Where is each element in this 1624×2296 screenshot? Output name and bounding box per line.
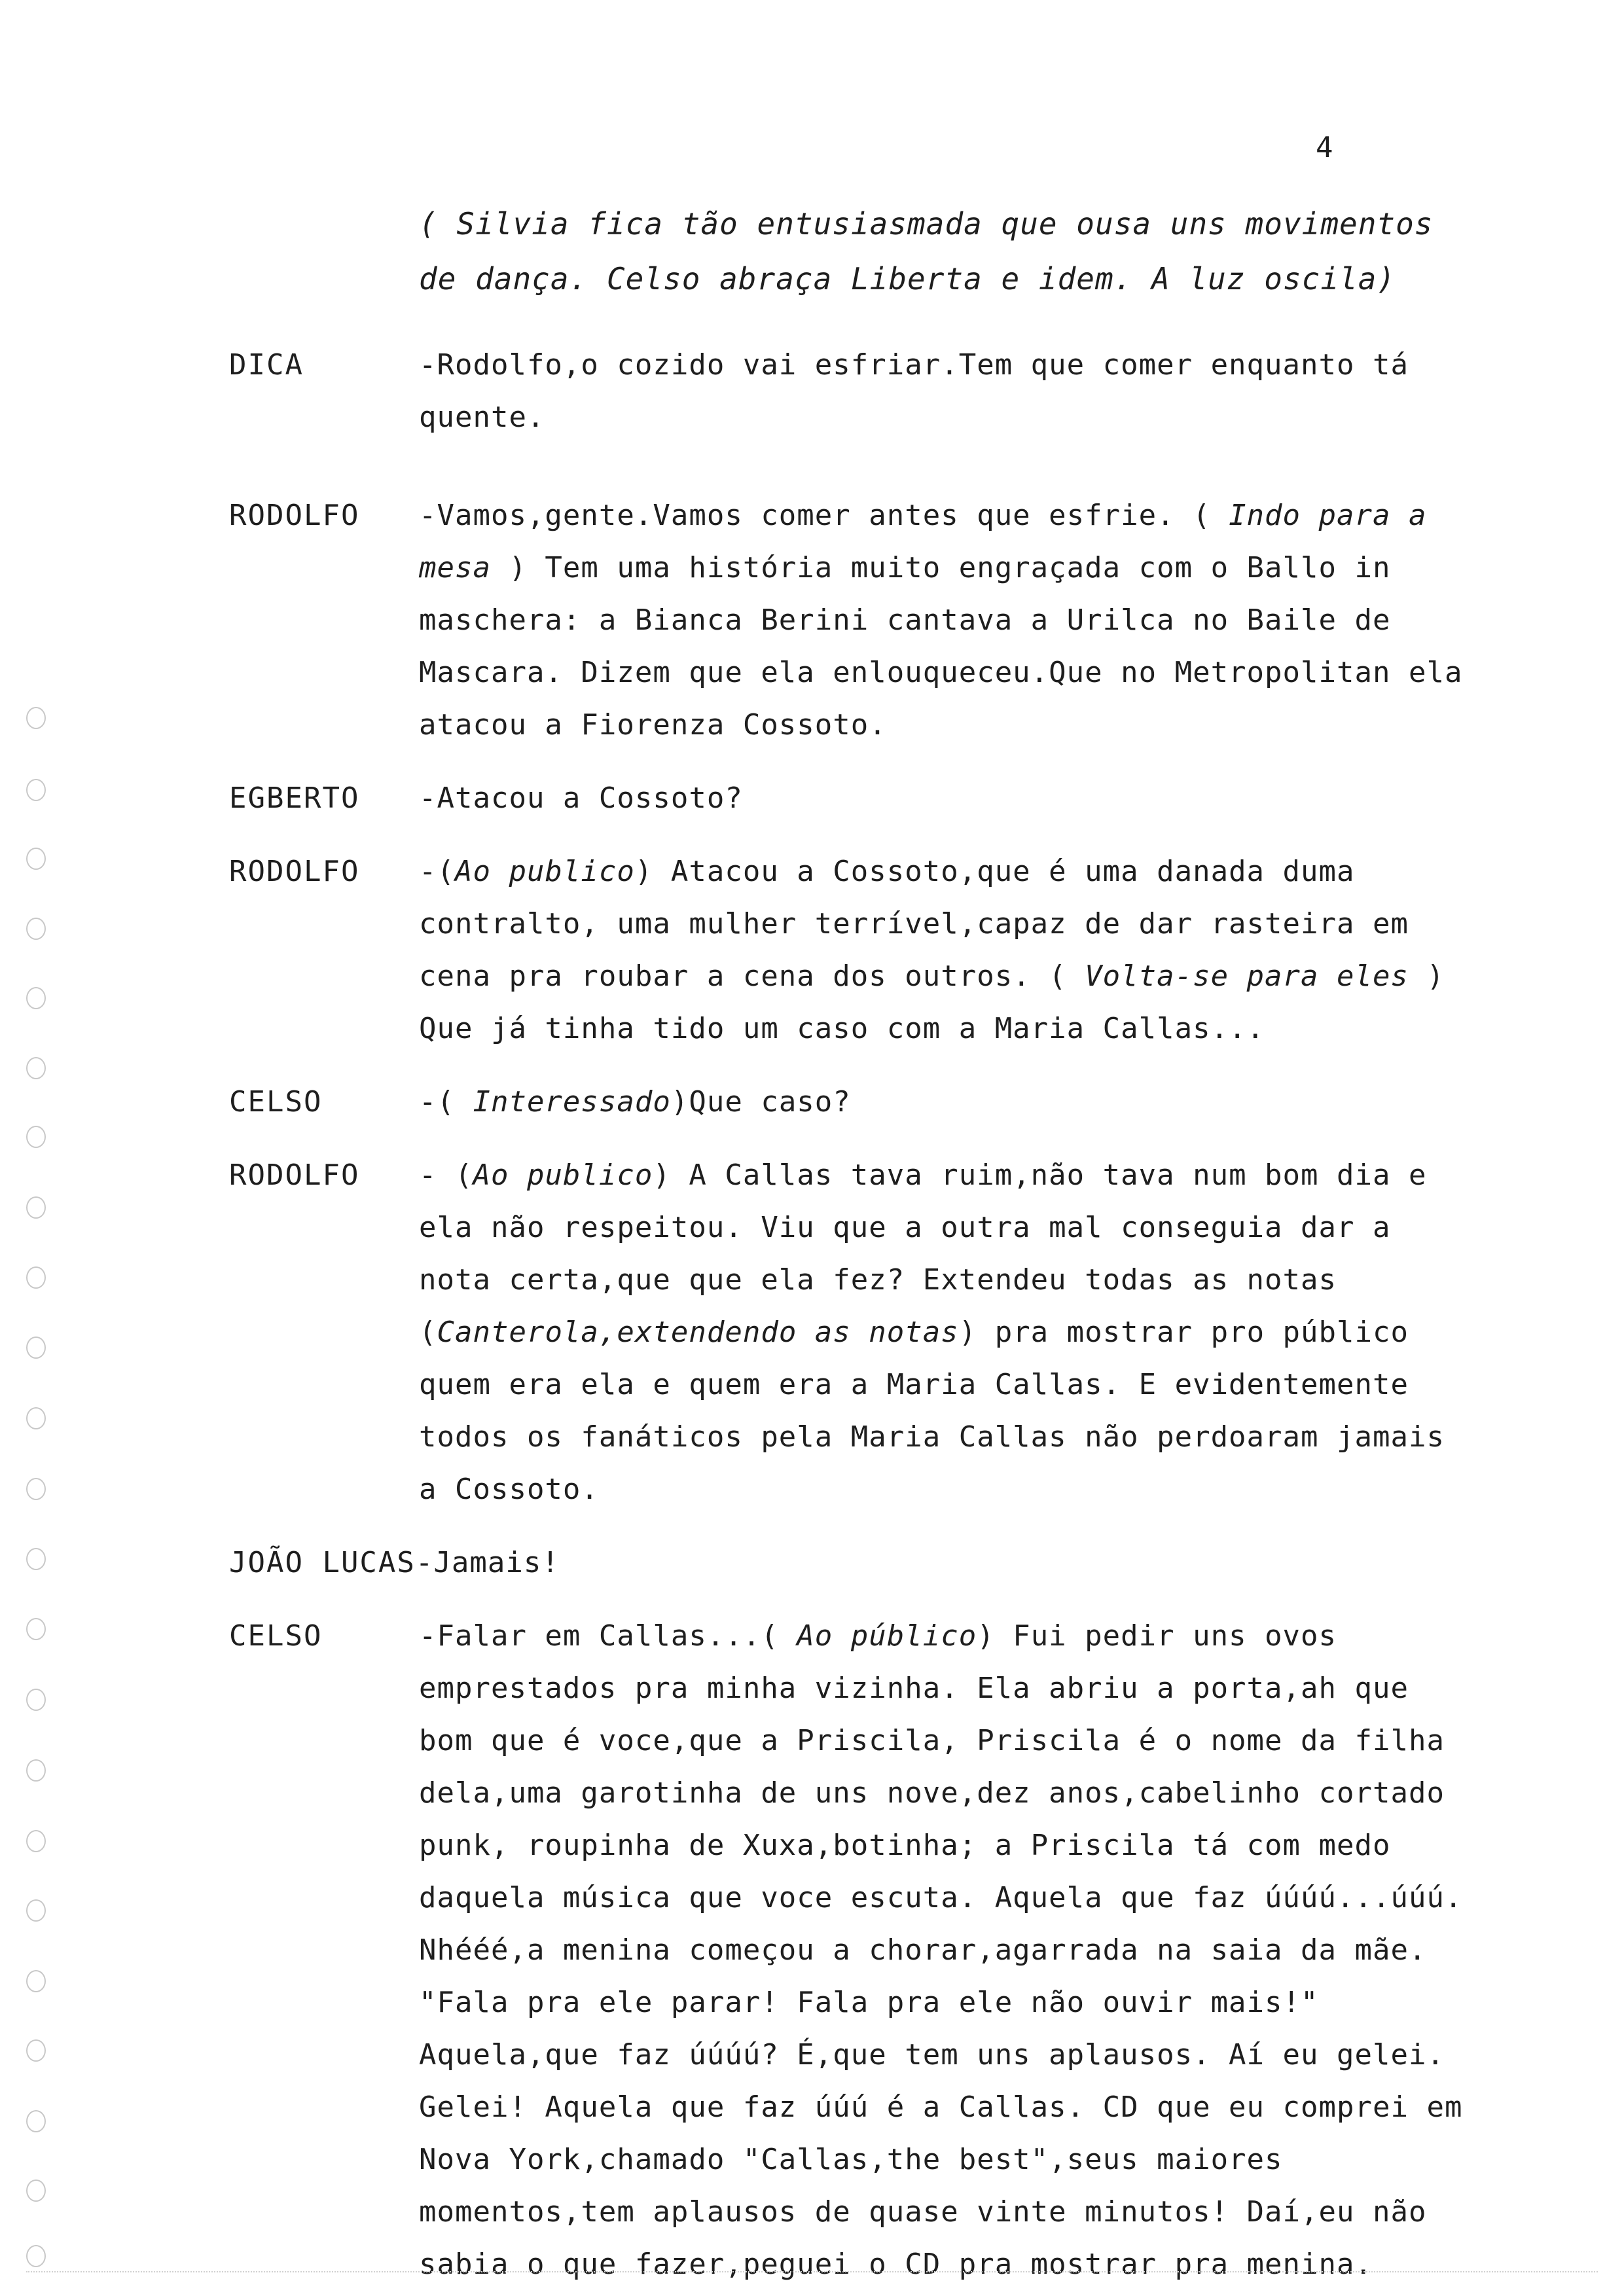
binder-hole xyxy=(26,1057,46,1079)
speaker-name: CELSO xyxy=(229,1619,323,1653)
speech-segment: -Jamais! xyxy=(415,1546,560,1579)
binder-hole xyxy=(26,987,46,1009)
speech-segment: )Que caso? xyxy=(670,1085,851,1119)
binder-hole xyxy=(26,1548,46,1570)
binder-hole xyxy=(26,1407,46,1429)
speaker-name: RODOLFO xyxy=(229,499,360,532)
opening-stage-direction: ( Silvia fica tão entusiasmada que ousa uns movimentos de dança. Celso abraça Liberta e idem. A luz oscila) xyxy=(419,206,1434,296)
speech-segment: -( xyxy=(419,855,455,888)
binder-hole xyxy=(26,1759,46,1782)
binder-hole xyxy=(26,1478,46,1500)
binder-hole xyxy=(26,1266,46,1289)
speech-segment: ) A Callas tava ruim,não tava num bom dia e ela não respeitou. Viu que a outra mal conseguia dar a nota certa,que que ela fez? Extendeu todas as notas ( xyxy=(419,1158,1427,1349)
binder-hole xyxy=(26,1689,46,1711)
binder-hole xyxy=(26,1970,46,1992)
speech-segment: -Rodolfo,o cozido vai esfriar.Tem que comer enquanto tá quente. xyxy=(419,348,1409,434)
speech-segment: -( xyxy=(419,1085,455,1119)
speech-segment: ) Tem uma história muito engraçada com o Ballo in maschera: a Bianca Berini cantava a Urilca no Baile de Mascara. Dizem que ela enlouqueceu.Que no Metropolitan ela atacou a Fiorenza Cossoto. xyxy=(419,551,1463,742)
binder-hole xyxy=(26,1830,46,1852)
page-number: 4 xyxy=(1316,131,1334,164)
speaker-name: CELSO xyxy=(229,1085,323,1119)
speech-text xyxy=(419,490,1473,751)
speaker-name: EGBERTO xyxy=(229,781,360,815)
speaker-name: DICA xyxy=(229,348,304,382)
dialogue-entry xyxy=(229,846,1473,1055)
binder-hole xyxy=(26,2110,46,2132)
binder-hole xyxy=(26,779,46,801)
speech-segment: ) Que já tinha tido um caso com a Maria Callas... xyxy=(419,960,1445,1045)
stage-direction: Interessado xyxy=(454,1085,671,1119)
script-body xyxy=(229,196,1473,2291)
speech-text xyxy=(419,1610,1473,2291)
speech-text xyxy=(419,1149,1473,1516)
binder-hole xyxy=(26,1336,46,1359)
speech-segment: -Falar em Callas...( xyxy=(419,1619,779,1653)
binder-hole xyxy=(26,1196,46,1219)
speech-text xyxy=(419,339,1473,444)
binder-hole xyxy=(26,1899,46,1922)
binder-hole xyxy=(26,1126,46,1148)
speech-segment: ) pra mostrar pro público quem era ela e quem era a Maria Callas. E evidentemente todos os fanáticos pela Maria Callas não perdoaram jamais a Cossoto. xyxy=(419,1316,1445,1506)
stage-direction: Indo para a mesa xyxy=(419,499,1427,584)
stage-direction: Canterola,extendendo as notas xyxy=(437,1316,959,1349)
dialogue-entry xyxy=(229,1610,1473,2291)
stage-direction: Ao publico xyxy=(473,1158,653,1192)
binder-hole xyxy=(26,848,46,870)
binder-hole xyxy=(26,2039,46,2062)
dialogue-entry xyxy=(229,1149,1473,1516)
stage-direction: Volta-se para eles xyxy=(1066,960,1427,993)
binder-hole xyxy=(26,1618,46,1640)
dialogue-entry xyxy=(229,1537,1473,1589)
speech-segment: ) Atacou a Cossoto,que é uma danada duma contralto, uma mulher terrível,capaz de dar rasteira em cena pra roubar a cena dos outros. ( xyxy=(419,855,1409,993)
speaker-name: JOÃO LUCAS xyxy=(229,1546,416,1579)
speech-segment: ) Fui pedir uns ovos emprestados pra minha vizinha. Ela abriu a porta,ah que bom que é voce,que a Priscila, Priscila é o nome da filha dela,uma garotinha de uns nove,dez anos,cabelinho cortado punk, roupinha de Xuxa,botinha; a Priscila tá com medo daquela música que voce escuta. Aquela que faz úúúú...úúú. Nhééé,a menina começou a chorar,agarrada na saia da mãe. "Fala pra ele parar! Fala pra ele não ouvir mais!" Aquela,que faz úúúú? É,que tem uns aplausos. Aí eu gelei. Gelei! Aquela que faz úúú é a Callas. CD que eu comprei em Nova York,chamado "Callas,the best",seus maiores momentos,tem aplausos de quase vinte minutos! Daí,eu não sabia o que fazer,peguei o CD pra mostrar pra menina. xyxy=(419,1619,1463,2281)
speech-segment: -Vamos,gente.Vamos comer antes que esfrie. ( xyxy=(419,499,1211,532)
binder-hole xyxy=(26,2179,46,2202)
dialogue-entry xyxy=(229,339,1473,444)
speaker-name: RODOLFO xyxy=(229,1158,360,1192)
speech-text xyxy=(419,1076,1473,1128)
dialogue-entry xyxy=(229,772,1473,825)
binder-hole xyxy=(26,2245,46,2267)
binder-hole xyxy=(26,707,46,729)
stage-direction: Ao publico xyxy=(454,855,635,888)
speech-segment: - ( xyxy=(419,1158,473,1192)
speech-text xyxy=(419,846,1473,1055)
dialogue-entry xyxy=(229,490,1473,751)
inline-dialogue-line xyxy=(229,1537,560,1589)
stage-direction: Ao público xyxy=(778,1619,977,1653)
speech-segment: -Atacou a Cossoto? xyxy=(419,781,743,815)
dialogue-entry xyxy=(229,1076,1473,1128)
speaker-name: RODOLFO xyxy=(229,855,360,888)
speech-text xyxy=(419,772,1473,825)
bottom-scan-edge xyxy=(26,2271,1598,2272)
binder-hole xyxy=(26,918,46,940)
